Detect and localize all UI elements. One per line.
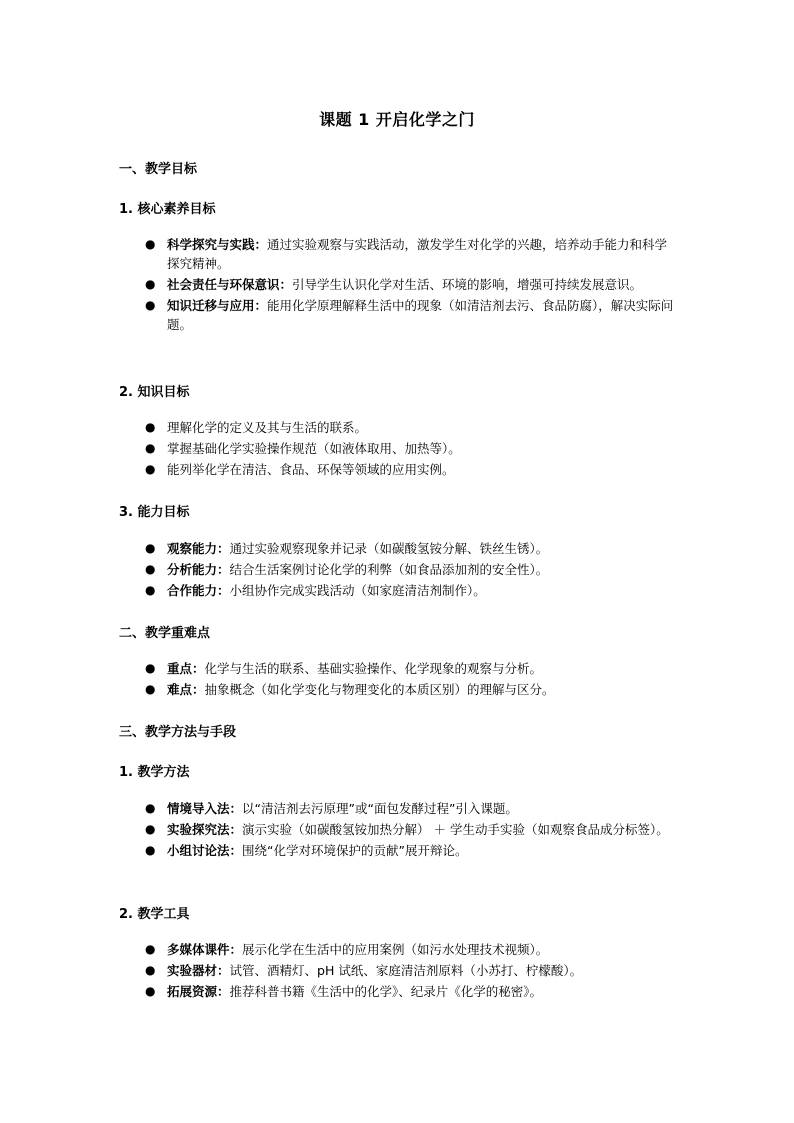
bullet-icon: ●	[145, 942, 156, 956]
item-label: 实验器材：	[167, 963, 230, 978]
item-text: 化学与生活的联系、基础实验操作、化学现象的观察与分析。	[204, 661, 543, 676]
list-item	[119, 841, 679, 860]
item-text: 能用化学原理解释生活中的现象（如清洁剂去污、食品防腐），解决实际问题。	[167, 298, 674, 332]
list-item	[119, 982, 679, 1001]
item-label: 重点：	[167, 661, 205, 676]
item-text: 通过实验观察与实践活动，激发学生对化学的兴趣，培养动手能力和科学探究精神。	[167, 237, 668, 271]
bullet-icon: ●	[145, 583, 156, 597]
item-label: 小组讨论法：	[167, 843, 243, 858]
item-text: 抽象概念（如化学变化与物理变化的本质区别）的理解与区分。	[204, 682, 555, 697]
item-label: 拓展资源：	[167, 984, 230, 999]
list-item	[119, 940, 679, 959]
bullet-icon: ●	[145, 237, 156, 251]
list-item	[119, 799, 679, 818]
key-points-list	[119, 659, 679, 701]
item-text: 掌握基础化学实验操作规范（如液体取用、加热等）。	[167, 441, 461, 456]
item-label: 多媒体课件：	[167, 942, 243, 957]
subheading-teaching-methods: 1. 教学方法	[119, 765, 190, 780]
item-text: 试管、酒精灯、pH 试纸、家庭清洁剂原料（小苏打、柠檬酸）。	[229, 963, 583, 978]
ability-goals-list	[119, 539, 679, 602]
subheading-core-literacy: 1. 核心素养目标	[119, 202, 216, 217]
section-heading-methods: 三、教学方法与手段	[119, 725, 237, 740]
item-text: 通过实验观察现象并记录（如碳酸氢铵分解、铁丝生锈）。	[229, 541, 549, 556]
item-label: 科学探究与实践：	[167, 237, 268, 252]
item-label: 社会责任与环保意识：	[167, 277, 293, 292]
bullet-icon: ●	[145, 441, 156, 455]
list-item	[119, 235, 679, 273]
item-text: 小组协作完成实践活动（如家庭清洁剂制作）。	[229, 583, 486, 598]
list-item	[119, 296, 679, 334]
core-literacy-list	[119, 235, 679, 336]
bullet-icon: ●	[145, 420, 156, 434]
list-item	[119, 275, 679, 294]
item-label: 知识迁移与应用：	[167, 298, 268, 313]
bullet-icon: ●	[145, 298, 156, 312]
teaching-methods-list	[119, 799, 679, 862]
bullet-icon: ●	[145, 541, 156, 555]
bullet-icon: ●	[145, 462, 156, 476]
list-item	[119, 560, 679, 579]
item-text: 能列举化学在清洁、食品、环保等领域的应用实例。	[167, 462, 455, 477]
section-heading-key-points: 二、教学重难点	[119, 626, 211, 641]
bullet-icon: ●	[145, 562, 156, 576]
teaching-tools-list	[119, 940, 679, 1003]
item-label: 难点：	[167, 682, 205, 697]
bullet-icon: ●	[145, 661, 156, 675]
bullet-icon: ●	[145, 682, 156, 696]
item-text: 围绕“化学对环境保护的贡献”展开辩论。	[242, 843, 468, 858]
bullet-icon: ●	[145, 277, 156, 291]
item-label: 实验探究法：	[167, 822, 243, 837]
item-label: 情境导入法：	[167, 801, 243, 816]
item-label: 合作能力：	[167, 583, 230, 598]
item-text: 引导学生认识化学对生活、环境的影响，增强可持续发展意识。	[292, 277, 643, 292]
list-item	[119, 581, 679, 600]
subheading-knowledge-goals: 2. 知识目标	[119, 385, 190, 400]
bullet-icon: ●	[145, 801, 156, 815]
list-item	[119, 961, 679, 980]
list-item	[119, 680, 679, 699]
list-item	[119, 539, 679, 558]
list-item	[119, 439, 679, 458]
page-title: 课题 1 开启化学之门	[319, 110, 475, 129]
list-item	[119, 418, 679, 437]
subheading-teaching-tools: 2. 教学工具	[119, 907, 190, 922]
knowledge-goals-list	[119, 418, 679, 481]
list-item	[119, 659, 679, 678]
item-text: 理解化学的定义及其与生活的联系。	[167, 420, 368, 435]
item-text: 以“清洁剂去污原理”或“面包发酵过程”引入课题。	[242, 801, 518, 816]
bullet-icon: ●	[145, 963, 156, 977]
item-text: 推荐科普书籍《生活中的化学》、纪录片《化学的秘密》。	[229, 984, 543, 999]
item-label: 观察能力：	[167, 541, 230, 556]
list-item	[119, 820, 679, 839]
bullet-icon: ●	[145, 984, 156, 998]
item-text: 演示实验（如碳酸氢铵加热分解） ＋ 学生动手实验（如观察食品成分标签）。	[242, 822, 669, 837]
list-item	[119, 460, 679, 479]
bullet-icon: ●	[145, 822, 156, 836]
item-text: 展示化学在生活中的应用案例（如污水处理技术视频）。	[242, 942, 549, 957]
item-label: 分析能力：	[167, 562, 230, 577]
section-heading-teaching-goals: 一、教学目标	[119, 162, 198, 177]
subheading-ability-goals: 3. 能力目标	[119, 505, 190, 520]
item-text: 结合生活案例讨论化学的利弊（如食品添加剂的安全性）。	[229, 562, 549, 577]
bullet-icon: ●	[145, 843, 156, 857]
